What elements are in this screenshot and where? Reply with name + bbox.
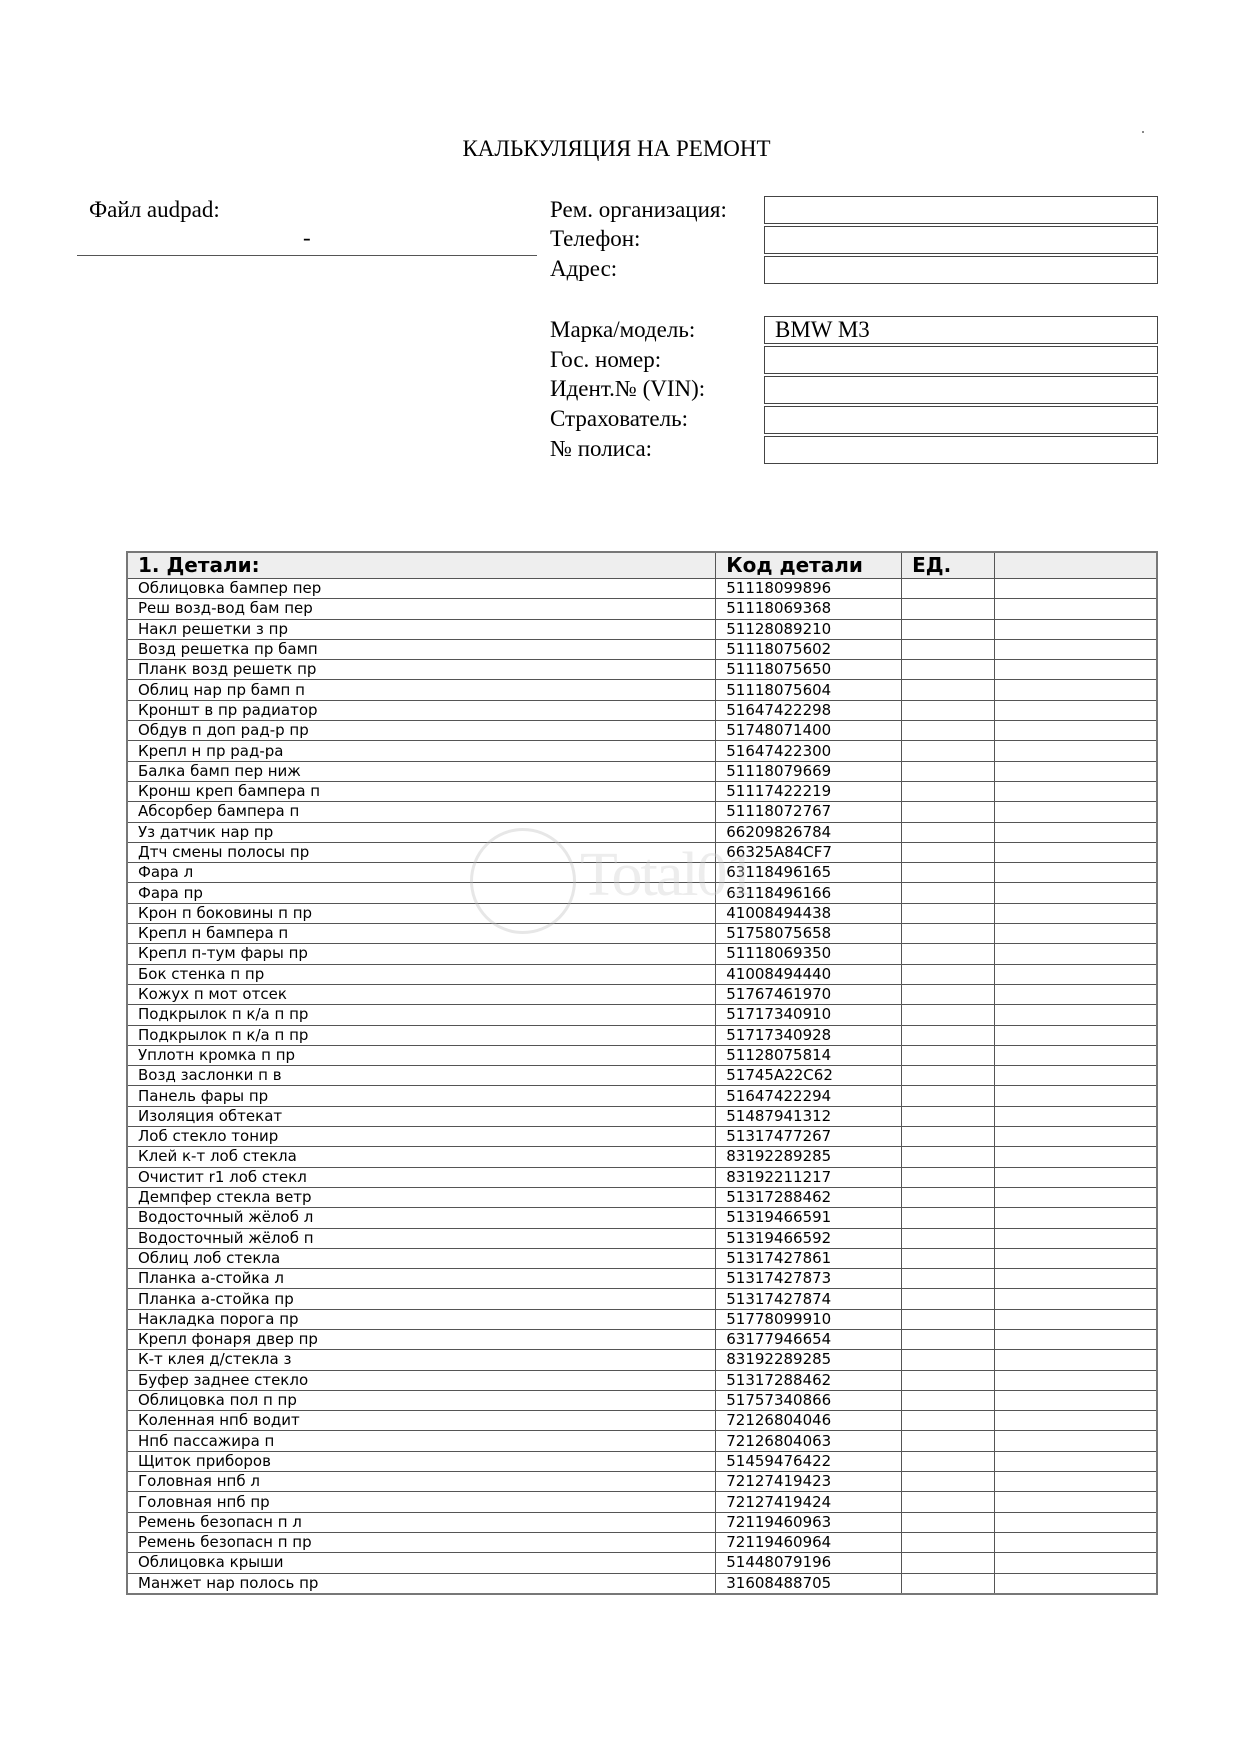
part-code-cell: 51319466592 <box>716 1228 902 1248</box>
part-name-cell: Бок стенка п пр <box>127 964 716 984</box>
unit-cell <box>902 1147 995 1167</box>
table-row <box>127 1370 1157 1390</box>
part-code-cell: 51317288462 <box>716 1370 902 1390</box>
table-row <box>127 1147 1157 1167</box>
extra-cell <box>994 1045 1157 1065</box>
table-row <box>127 1045 1157 1065</box>
part-code-cell: 66325A84CF7 <box>716 842 902 862</box>
unit-cell <box>902 1005 995 1025</box>
part-name-cell: Фара л <box>127 863 716 883</box>
part-name-cell: Крепл н пр рад-ра <box>127 741 716 761</box>
document-title: КАЛЬКУЛЯЦИЯ НА РЕМОНТ <box>462 136 771 161</box>
extra-cell <box>994 924 1157 944</box>
unit-cell <box>902 1208 995 1228</box>
part-name-cell: Демпфер стекла ветр <box>127 1187 716 1207</box>
part-code-cell: 72127419423 <box>716 1472 902 1492</box>
table-row <box>127 680 1157 700</box>
part-name-cell: Возд решетка пр бамп <box>127 639 716 659</box>
unit-cell <box>902 761 995 781</box>
part-code-cell: 63118496166 <box>716 883 902 903</box>
table-row <box>127 639 1157 659</box>
part-name-cell: Возд заслонки п в <box>127 1066 716 1086</box>
unit-cell <box>902 639 995 659</box>
part-code-cell: 72119460964 <box>716 1532 902 1552</box>
unit-cell <box>902 1187 995 1207</box>
table-row <box>127 619 1157 639</box>
extra-cell <box>994 903 1157 923</box>
unit-cell <box>902 1106 995 1126</box>
unit-cell <box>902 964 995 984</box>
extra-cell <box>994 680 1157 700</box>
address-label: Адрес: <box>550 256 618 281</box>
unit-cell <box>902 1492 995 1512</box>
extra-cell <box>994 579 1157 599</box>
part-name-cell: Ремень безопасн п л <box>127 1512 716 1532</box>
part-code-cell: 51767461970 <box>716 984 902 1004</box>
extra-cell <box>994 984 1157 1004</box>
extra-cell <box>994 1329 1157 1349</box>
extra-cell <box>994 1208 1157 1228</box>
part-name-cell: Изоляция обтекат <box>127 1106 716 1126</box>
unit-cell <box>902 802 995 822</box>
part-name-cell: Балка бамп пер ниж <box>127 761 716 781</box>
unit-cell <box>902 1045 995 1065</box>
table-row <box>127 721 1157 741</box>
extra-cell <box>994 1431 1157 1451</box>
table-row <box>127 924 1157 944</box>
unit-cell <box>902 1472 995 1492</box>
part-name-cell: Обдув п доп рад-р пр <box>127 721 716 741</box>
part-name-cell: Кожух п мот отсек <box>127 984 716 1004</box>
part-code-cell: 51118069350 <box>716 944 902 964</box>
extra-cell <box>994 944 1157 964</box>
table-row <box>127 1451 1157 1471</box>
header-extra <box>994 552 1157 579</box>
watermark-text: Total01 <box>580 841 755 909</box>
part-code-cell: 51317477267 <box>716 1127 902 1147</box>
part-name-cell: Уз датчик нар пр <box>127 822 716 842</box>
extra-cell <box>994 964 1157 984</box>
extra-cell <box>994 599 1157 619</box>
extra-cell <box>994 1187 1157 1207</box>
table-row <box>127 1512 1157 1532</box>
part-name-cell: Облиц лоб стекла <box>127 1248 716 1268</box>
table-row <box>127 822 1157 842</box>
part-name-cell: Панель фары пр <box>127 1086 716 1106</box>
make-model-label: Марка/модель: <box>550 317 696 342</box>
part-name-cell: Лоб стекло тонир <box>127 1127 716 1147</box>
table-row <box>127 1411 1157 1431</box>
part-code-cell: 51778099910 <box>716 1309 902 1329</box>
table-row <box>127 1289 1157 1309</box>
extra-cell <box>994 1289 1157 1309</box>
unit-cell <box>902 680 995 700</box>
part-code-cell: 51128075814 <box>716 1045 902 1065</box>
unit-cell <box>902 944 995 964</box>
table-row <box>127 1208 1157 1228</box>
corner-mark <box>1142 131 1144 133</box>
part-name-cell: Крепл фонаря двер пр <box>127 1329 716 1349</box>
part-code-cell: 51647422300 <box>716 741 902 761</box>
unit-cell <box>902 984 995 1004</box>
part-code-cell: 51319466591 <box>716 1208 902 1228</box>
extra-cell <box>994 822 1157 842</box>
address-field[interactable] <box>764 256 1158 284</box>
table-row <box>127 660 1157 680</box>
extra-cell <box>994 700 1157 720</box>
extra-cell <box>994 1228 1157 1248</box>
header-part-code: Код детали <box>716 552 902 579</box>
phone-label: Телефон: <box>550 226 641 251</box>
unit-cell <box>902 1025 995 1045</box>
unit-cell <box>902 741 995 761</box>
table-row <box>127 1431 1157 1451</box>
unit-cell <box>902 1370 995 1390</box>
part-code-cell: 66209826784 <box>716 822 902 842</box>
part-name-cell: Планка а-стойка пр <box>127 1289 716 1309</box>
unit-cell <box>902 1066 995 1086</box>
part-code-cell: 51647422294 <box>716 1086 902 1106</box>
extra-cell <box>994 1512 1157 1532</box>
part-name-cell: Нпб пассажира п <box>127 1431 716 1451</box>
part-code-cell: 51117422219 <box>716 781 902 801</box>
file-underline <box>77 255 537 256</box>
table-header-row <box>127 552 1157 579</box>
unit-cell <box>902 1512 995 1532</box>
extra-cell <box>994 1106 1157 1126</box>
unit-cell <box>902 1269 995 1289</box>
unit-cell <box>902 1289 995 1309</box>
part-name-cell: Облицовка крыши <box>127 1553 716 1573</box>
part-code-cell: 63118496165 <box>716 863 902 883</box>
part-name-cell: Кроншт в пр радиатор <box>127 700 716 720</box>
part-code-cell: 51717340928 <box>716 1025 902 1045</box>
part-name-cell: Крепл п-тум фары пр <box>127 944 716 964</box>
table-row <box>127 1228 1157 1248</box>
part-code-cell: 63177946654 <box>716 1329 902 1349</box>
extra-cell <box>994 1025 1157 1045</box>
part-name-cell: Подкрылок п к/а п пр <box>127 1005 716 1025</box>
unit-cell <box>902 903 995 923</box>
table-row <box>127 1390 1157 1410</box>
table-row <box>127 1492 1157 1512</box>
part-code-cell: 51118075650 <box>716 660 902 680</box>
file-value: - <box>303 225 311 250</box>
part-code-cell: 51717340910 <box>716 1005 902 1025</box>
part-code-cell: 51317288462 <box>716 1187 902 1207</box>
extra-cell <box>994 1472 1157 1492</box>
phone-field[interactable] <box>764 226 1158 254</box>
unit-cell <box>902 1309 995 1329</box>
make-model-field[interactable]: BMW M3 <box>764 316 1158 344</box>
unit-cell <box>902 721 995 741</box>
part-code-cell: 51118075602 <box>716 639 902 659</box>
part-code-cell: 72127419424 <box>716 1492 902 1512</box>
part-name-cell: Головная нпб пр <box>127 1492 716 1512</box>
part-code-cell: 51487941312 <box>716 1106 902 1126</box>
parts-table-body <box>127 579 1157 1594</box>
unit-cell <box>902 1329 995 1349</box>
unit-cell <box>902 660 995 680</box>
parts-table <box>126 551 1158 1595</box>
part-code-cell: 83192289285 <box>716 1147 902 1167</box>
part-name-cell: Дтч смены полосы пр <box>127 842 716 862</box>
part-code-cell: 51118072767 <box>716 802 902 822</box>
extra-cell <box>994 639 1157 659</box>
part-code-cell: 72119460963 <box>716 1512 902 1532</box>
unit-cell <box>902 1127 995 1147</box>
part-name-cell: Облицовка пол п пр <box>127 1390 716 1410</box>
org-name-field[interactable] <box>764 196 1158 224</box>
unit-cell <box>902 579 995 599</box>
unit-cell <box>902 1573 995 1594</box>
part-code-cell: 51118079669 <box>716 761 902 781</box>
table-row <box>127 883 1157 903</box>
part-name-cell: Планк возд решетк пр <box>127 660 716 680</box>
unit-cell <box>902 700 995 720</box>
part-code-cell: 41008494438 <box>716 903 902 923</box>
unit-cell <box>902 924 995 944</box>
part-code-cell: 51118075604 <box>716 680 902 700</box>
extra-cell <box>994 1411 1157 1431</box>
part-code-cell: 51317427861 <box>716 1248 902 1268</box>
extra-cell <box>994 1269 1157 1289</box>
extra-cell <box>994 1350 1157 1370</box>
part-code-cell: 51748071400 <box>716 721 902 741</box>
part-name-cell: Водосточный жёлоб л <box>127 1208 716 1228</box>
part-name-cell: Клей к-т лоб стекла <box>127 1147 716 1167</box>
table-row <box>127 1005 1157 1025</box>
part-name-cell: Уплотн кромка п пр <box>127 1045 716 1065</box>
unit-cell <box>902 1086 995 1106</box>
part-name-cell: Крон п боковины п пр <box>127 903 716 923</box>
unit-cell <box>902 1390 995 1410</box>
part-code-cell: 51758075658 <box>716 924 902 944</box>
part-name-cell: Буфер заднее стекло <box>127 1370 716 1390</box>
part-name-cell: Облицовка бампер пер <box>127 579 716 599</box>
table-row <box>127 1350 1157 1370</box>
policy-number-field[interactable] <box>764 436 1158 464</box>
unit-cell <box>902 1451 995 1471</box>
part-code-cell: 51448079196 <box>716 1553 902 1573</box>
extra-cell <box>994 863 1157 883</box>
part-name-cell: Кронш креп бампера п <box>127 781 716 801</box>
unit-cell <box>902 863 995 883</box>
extra-cell <box>994 1390 1157 1410</box>
extra-cell <box>994 1492 1157 1512</box>
table-row <box>127 944 1157 964</box>
unit-cell <box>902 1248 995 1268</box>
part-code-cell: 51118069368 <box>716 599 902 619</box>
extra-cell <box>994 1553 1157 1573</box>
table-row <box>127 964 1157 984</box>
extra-cell <box>994 1248 1157 1268</box>
unit-cell <box>902 1411 995 1431</box>
part-name-cell: Планка а-стойка л <box>127 1269 716 1289</box>
table-row <box>127 1086 1157 1106</box>
part-name-cell: Подкрылок п к/а п пр <box>127 1025 716 1045</box>
table-row <box>127 1248 1157 1268</box>
table-row <box>127 700 1157 720</box>
part-name-cell: Накладка порога пр <box>127 1309 716 1329</box>
extra-cell <box>994 1573 1157 1594</box>
part-name-cell: Облиц нар пр бамп п <box>127 680 716 700</box>
unit-cell <box>902 1553 995 1573</box>
part-name-cell: Водосточный жёлоб п <box>127 1228 716 1248</box>
plate-number-label: Гос. номер: <box>550 347 662 372</box>
header-part-name: 1. Детали: <box>127 552 716 579</box>
table-row <box>127 1309 1157 1329</box>
extra-cell <box>994 842 1157 862</box>
extra-cell <box>994 761 1157 781</box>
part-code-cell: 51459476422 <box>716 1451 902 1471</box>
table-row <box>127 842 1157 862</box>
part-name-cell: Абсорбер бампера п <box>127 802 716 822</box>
part-name-cell: Ремень безопасн п пр <box>127 1532 716 1552</box>
part-name-cell: Фара пр <box>127 883 716 903</box>
unit-cell <box>902 822 995 842</box>
table-row <box>127 1167 1157 1187</box>
unit-cell <box>902 781 995 801</box>
table-row <box>127 579 1157 599</box>
extra-cell <box>994 1066 1157 1086</box>
table-row <box>127 1573 1157 1594</box>
unit-cell <box>902 883 995 903</box>
unit-cell <box>902 1532 995 1552</box>
part-code-cell: 51647422298 <box>716 700 902 720</box>
table-row <box>127 1553 1157 1573</box>
table-row <box>127 781 1157 801</box>
extra-cell <box>994 802 1157 822</box>
part-code-cell: 41008494440 <box>716 964 902 984</box>
org-name-label: Рем. организация: <box>550 197 727 222</box>
table-row <box>127 1269 1157 1289</box>
table-row <box>127 1066 1157 1086</box>
table-row <box>127 761 1157 781</box>
part-code-cell: 51317427874 <box>716 1289 902 1309</box>
part-name-cell: К-т клея д/стекла з <box>127 1350 716 1370</box>
table-row <box>127 741 1157 761</box>
plate-number-field[interactable] <box>764 346 1158 374</box>
part-name-cell: Накл решетки з пр <box>127 619 716 639</box>
part-name-cell: Манжет нар полось пр <box>127 1573 716 1594</box>
part-name-cell: Очистит r1 лоб стекл <box>127 1167 716 1187</box>
vin-label: Идент.№ (VIN): <box>550 376 706 401</box>
unit-cell <box>902 1228 995 1248</box>
table-row <box>127 1025 1157 1045</box>
extra-cell <box>994 1147 1157 1167</box>
unit-cell <box>902 1167 995 1187</box>
table-row <box>127 903 1157 923</box>
table-row <box>127 802 1157 822</box>
extra-cell <box>994 1370 1157 1390</box>
unit-cell <box>902 842 995 862</box>
part-name-cell: Щиток приборов <box>127 1451 716 1471</box>
extra-cell <box>994 1005 1157 1025</box>
table-row <box>127 863 1157 883</box>
part-name-cell: Головная нпб л <box>127 1472 716 1492</box>
extra-cell <box>994 660 1157 680</box>
table-row <box>127 1127 1157 1147</box>
part-code-cell: 51118099896 <box>716 579 902 599</box>
extra-cell <box>994 1309 1157 1329</box>
part-name-cell: Реш возд-вод бам пер <box>127 599 716 619</box>
part-code-cell: 83192289285 <box>716 1350 902 1370</box>
table-row <box>127 1532 1157 1552</box>
part-code-cell: 51757340866 <box>716 1390 902 1410</box>
table-row <box>127 1472 1157 1492</box>
unit-cell <box>902 1431 995 1451</box>
vin-field[interactable] <box>764 376 1158 404</box>
extra-cell <box>994 1127 1157 1147</box>
file-label: Файл audpad: <box>89 197 220 222</box>
extra-cell <box>994 1167 1157 1187</box>
table-row <box>127 1329 1157 1349</box>
part-name-cell: Крепл н бампера п <box>127 924 716 944</box>
part-code-cell: 83192211217 <box>716 1167 902 1187</box>
unit-cell <box>902 619 995 639</box>
insured-label: Страхователь: <box>550 406 688 431</box>
extra-cell <box>994 741 1157 761</box>
unit-cell <box>902 1350 995 1370</box>
part-code-cell: 51317427873 <box>716 1269 902 1289</box>
table-row <box>127 599 1157 619</box>
policy-number-label: № полиса: <box>550 436 653 461</box>
header-unit: ЕД. <box>902 552 995 579</box>
extra-cell <box>994 619 1157 639</box>
part-code-cell: 51128089210 <box>716 619 902 639</box>
unit-cell <box>902 599 995 619</box>
extra-cell <box>994 721 1157 741</box>
part-code-cell: 72126804063 <box>716 1431 902 1451</box>
table-row <box>127 1106 1157 1126</box>
table-row <box>127 1187 1157 1207</box>
table-row <box>127 984 1157 1004</box>
extra-cell <box>994 883 1157 903</box>
extra-cell <box>994 781 1157 801</box>
part-name-cell: Коленная нпб водит <box>127 1411 716 1431</box>
part-code-cell: 31608488705 <box>716 1573 902 1594</box>
part-code-cell: 51745A22C62 <box>716 1066 902 1086</box>
extra-cell <box>994 1086 1157 1106</box>
insured-field[interactable] <box>764 406 1158 434</box>
part-code-cell: 72126804046 <box>716 1411 902 1431</box>
extra-cell <box>994 1451 1157 1471</box>
extra-cell <box>994 1532 1157 1552</box>
